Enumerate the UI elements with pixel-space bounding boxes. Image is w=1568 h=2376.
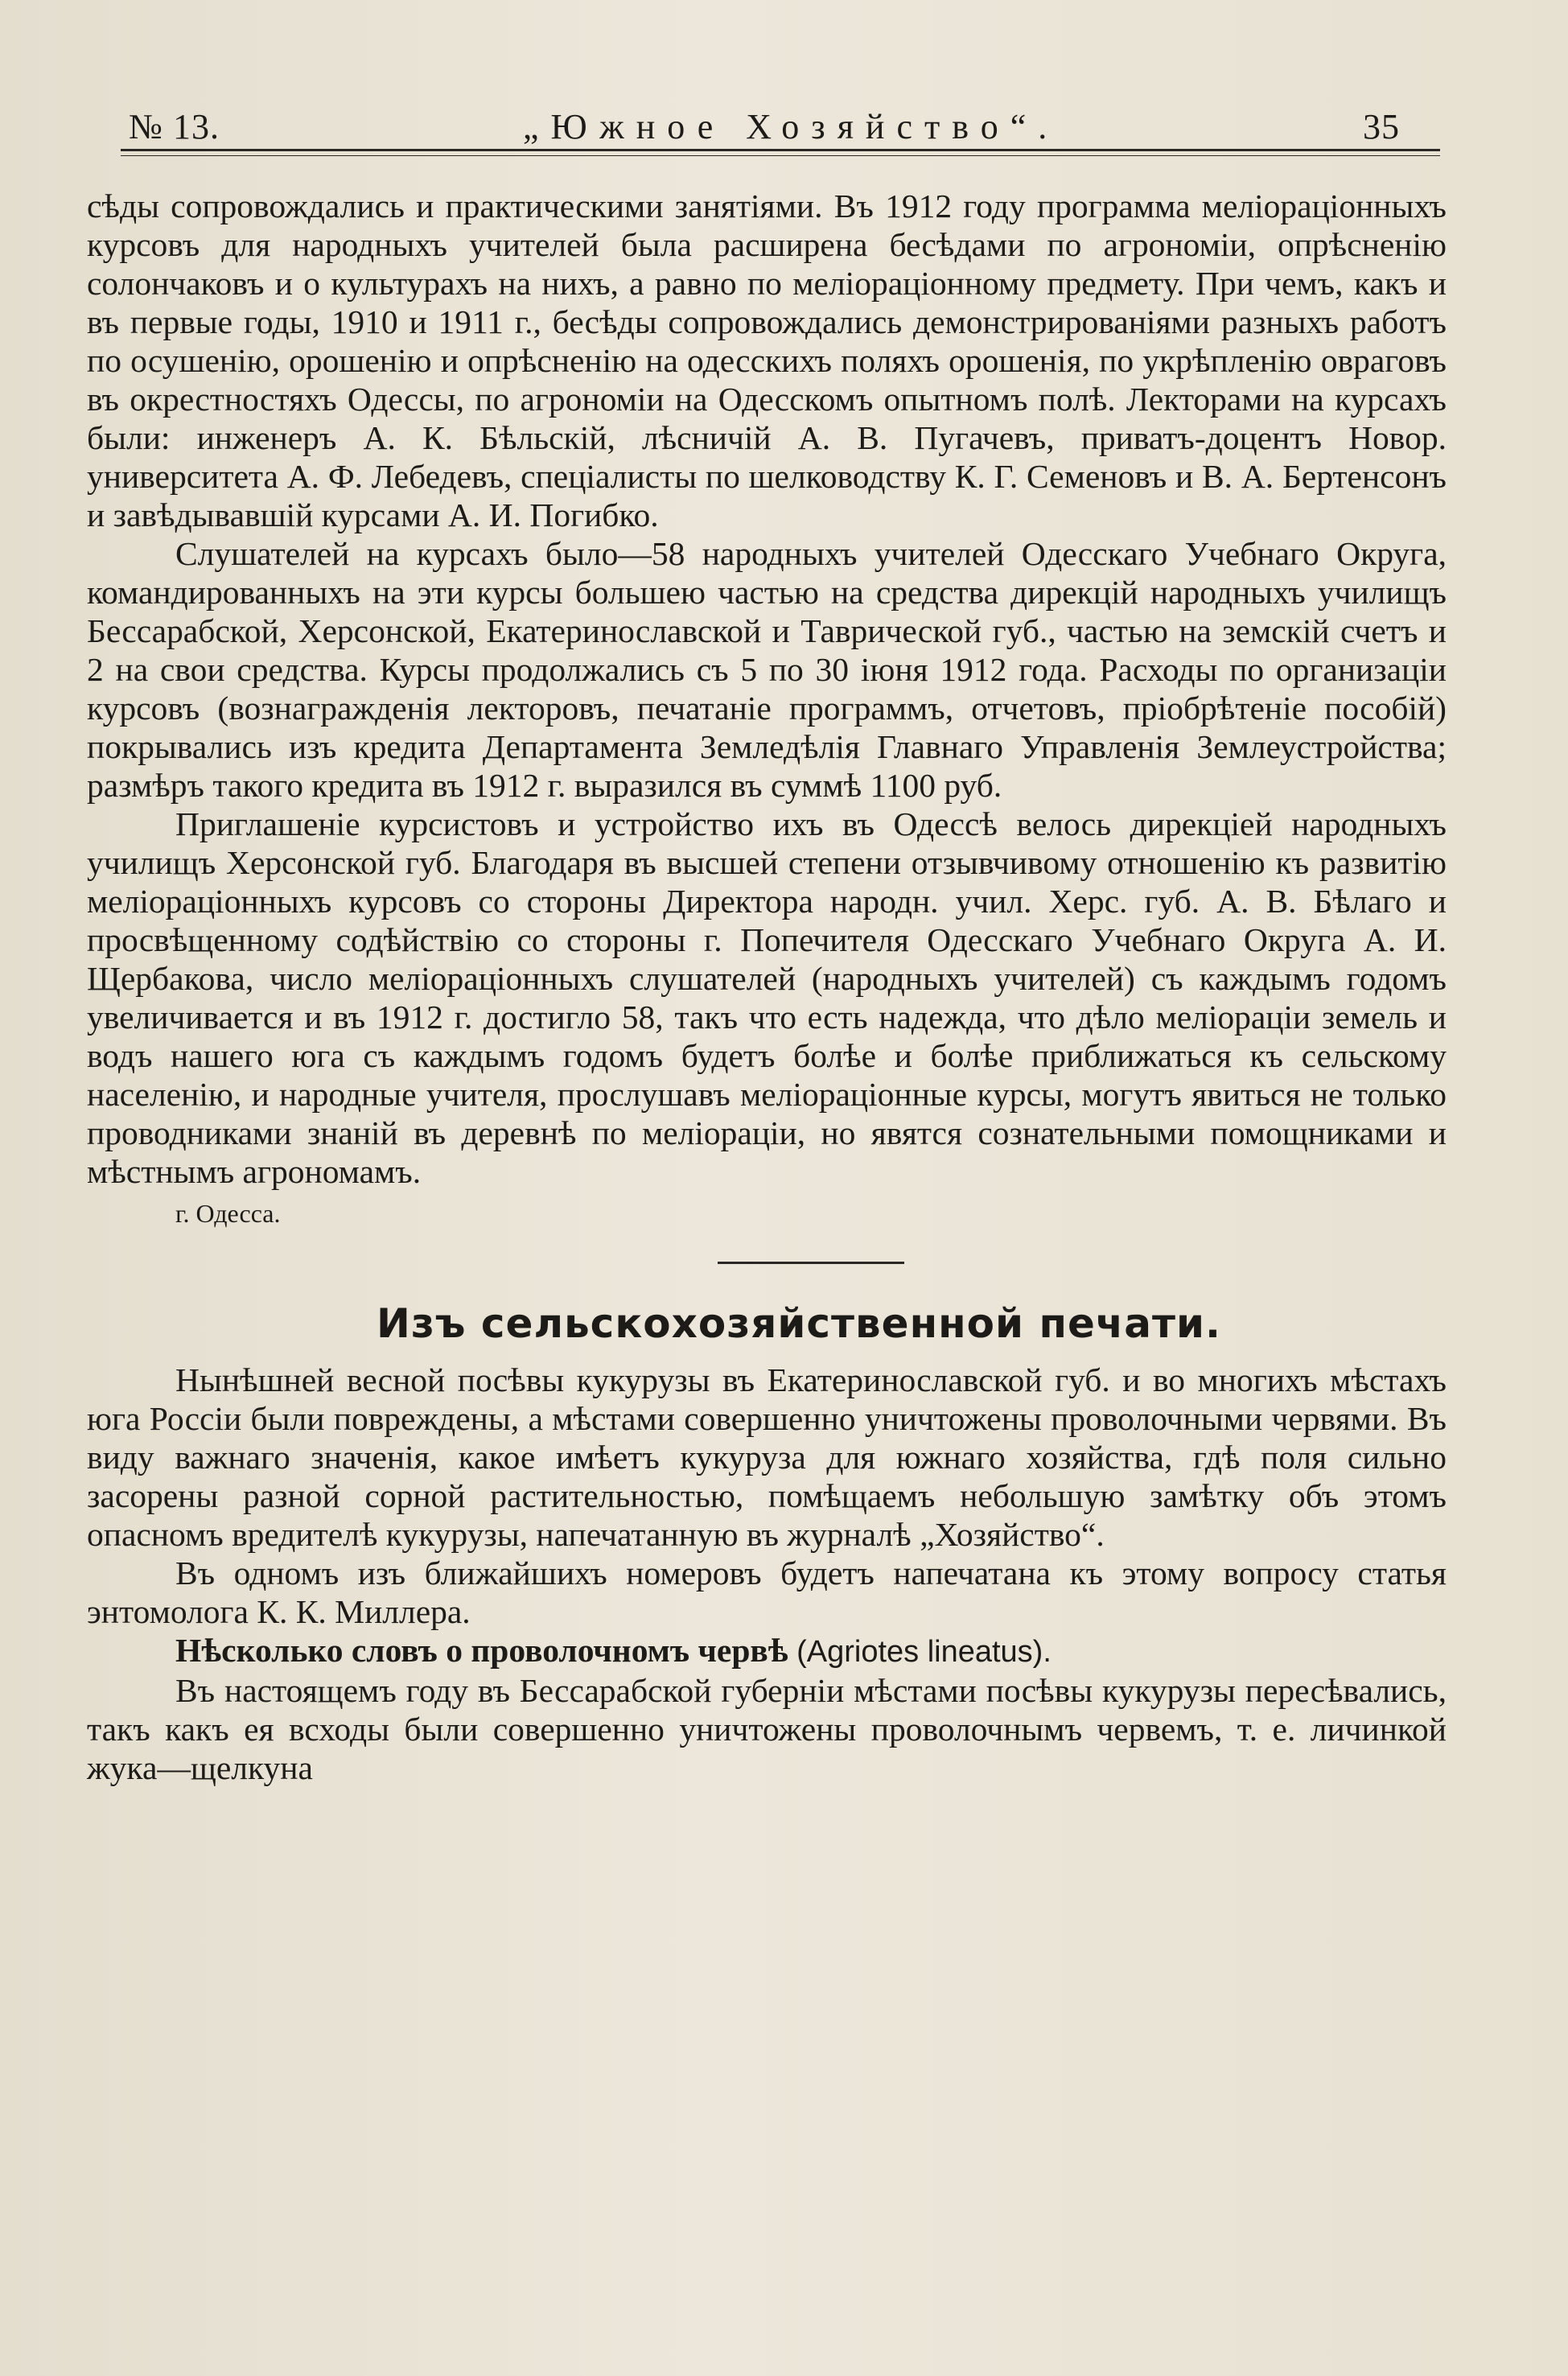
running-header bbox=[121, 97, 1448, 161]
signature: г. Одесса. bbox=[175, 1199, 281, 1228]
paragraph: сѣды сопровождались и практическими занятіями. Въ 1912 году программа меліораціонныхъ курсовъ для народныхъ учителей была расширена бесѣдами по агрономіи, опрѣсненію солончаковъ и о культурахъ на нихъ, а равно по меліораціонному предмету. При чемъ, какъ и въ первые годы, 1910 и 1911 г., бесѣды сопровождались демонстрированіями разныхъ работъ по осушенію, орошенію и опрѣсненію на одесскихъ поляхъ орошенія, по укрѣпленію овраговъ въ окрестностяхъ Одессы, по агрономіи на Одесскомъ опытномъ полѣ. Лекторами на курсахъ были: инженеръ А. К. Бѣльскій, лѣсничій А. В. Пугачевъ, приватъ-доцентъ Новор. университета А. Ф. Лебедевъ, спеціалисты по шелководству К. Г. Семеновъ и В. А. Бертенсонъ и завѣдывавшій курсами А. И. Погибко. bbox=[87, 187, 1447, 533]
issue-number: № 13. bbox=[129, 107, 220, 146]
paragraph: Въ настоящемъ году въ Бессарабской губерніи мѣстами посѣвы кукурузы пересѣвались, такъ какъ ея всходы были совершенно уничтожены проволочнымъ червемъ, т. е. личинкой жука—щелкуна bbox=[87, 1672, 1447, 1786]
paragraph: Приглашеніе курсистовъ и устройство ихъ въ Одессѣ велось дирекціей народныхъ училищъ Херсонской губ. Благодаря въ высшей степени отзывчивому отношенію къ развитію меліораціонныхъ курсовъ со стороны Директора народн. учил. Херс. губ. А. В. Бѣлаго и просвѣщенному содѣйствію со стороны г. Попечителя Одесскаго Учебнаго Округа А. И. Щербакова, число меліораціонныхъ слушателей (народныхъ учителей) съ каждымъ годомъ увеличивается и въ 1912 г. достигло 58, такъ что есть надежда, что дѣло меліораціи земель и водъ нашего юга съ каждымъ годомъ будетъ болѣе и болѣе приближаться къ сельскому населенію, и народные учителя, прослушавъ меліораціонные курсы, могутъ явиться не только проводниками знаній въ деревнѣ по меліораціи, но явятся сознательными помощниками и мѣстнымъ агрономамъ. bbox=[87, 805, 1447, 1190]
journal-title: „Южное Хозяйство“. bbox=[523, 107, 1060, 146]
paragraph: Въ одномъ изъ ближайшихъ номеровъ будетъ напечатана къ этому вопросу статья энтомолога К. К. Миллера. bbox=[87, 1554, 1447, 1630]
header-rule bbox=[121, 149, 1440, 151]
section-title: Изъ сельскохозяйственной печати. bbox=[377, 1300, 1221, 1347]
subheading-paragraph bbox=[87, 1631, 1447, 1671]
section-separator bbox=[718, 1262, 904, 1264]
paragraph: Нынѣшней весной посѣвы кукурузы въ Екатеринославской губ. и во многихъ мѣстахъ юга Россіи были повреждены, а мѣстами совершенно уничтожены проволочными червями. Въ виду важнаго значенія, какое имѣетъ кукуруза для южнаго хозяйства, гдѣ поля сильно засорены разной сорной растительностью, помѣщаемъ небольшую замѣтку объ этомъ опасномъ вредителѣ кукурузы, напечатанную въ журналѣ „Хозяйство“. bbox=[87, 1361, 1447, 1553]
paragraph: Слушателей на курсахъ было—58 народныхъ учителей Одесскаго Учебнаго Округа, командированныхъ на эти курсы большею частью на средства дирекцій народныхъ училищъ Бессарабской, Херсонской, Екатеринославской и Таврической губ., частью на земскій счетъ и 2 на свои средства. Курсы продолжались съ 5 по 30 іюня 1912 года. Расходы по организаціи курсовъ (вознагражденія лекторовъ, печатаніе программъ, отчетовъ, пріобрѣтеніе пособій) покрывались изъ кредита Департамента Земледѣлія Главнаго Управленія Землеустройства; размѣръ такого кредита въ 1912 г. выразился въ суммѣ 1100 руб. bbox=[87, 535, 1447, 804]
subheading: Нѣсколько словъ о проволочномъ червѣ bbox=[175, 1632, 788, 1669]
page-number: 35 bbox=[1363, 107, 1400, 146]
latin-name: (Agriotes lineatus). bbox=[796, 1635, 1052, 1669]
page-body bbox=[87, 187, 1447, 1787]
header-rule-thin bbox=[121, 155, 1440, 156]
